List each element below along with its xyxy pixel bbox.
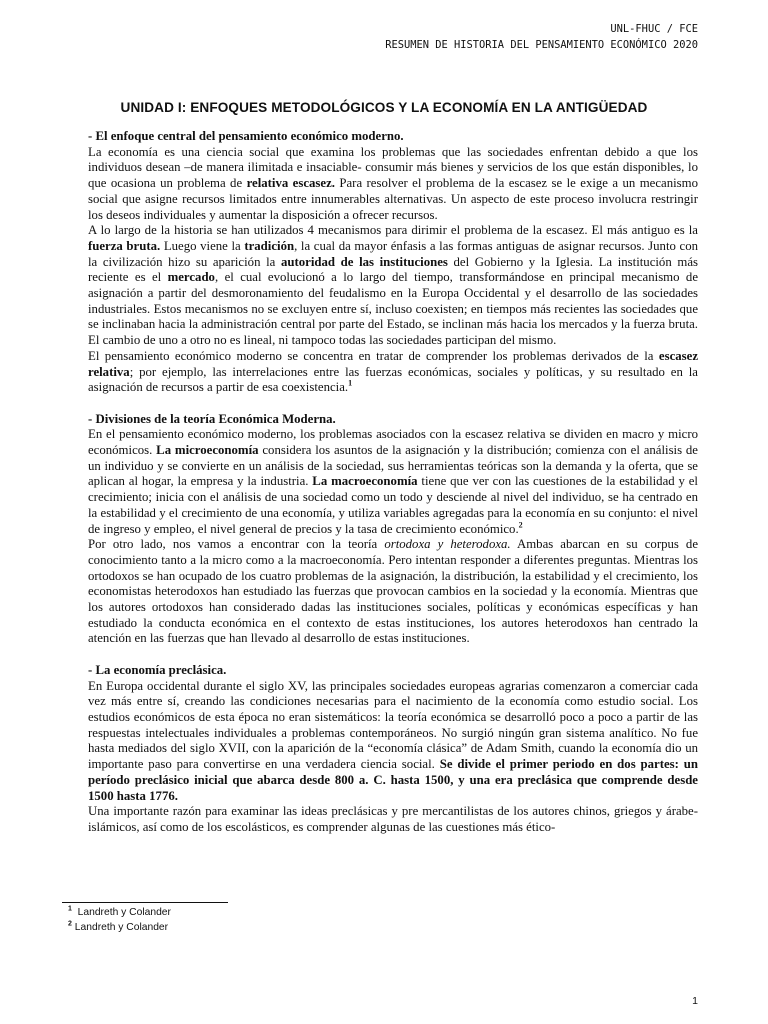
paragraph <box>88 145 698 224</box>
bold-term: tradición <box>244 238 295 253</box>
section-heading-preclasica: - La economía preclásica. <box>88 662 227 677</box>
text-run: Para resolver el problema de la escasez se le exige a un mecanismo social que asigne recursos limitados entre innumerables alternativas. Un aspecto de este proceso involucra restringir los deseos individuales y aumentar la disposición a ofrecer recursos. <box>88 176 698 222</box>
text-run: , el cual evolucionó a lo largo del tiempo, transformándose en principal mecanismo de asignación a partir del desmoronamiento del feudalismo en la Europa Occidental y el desarrollo de las sociedades industriales. Estos mecanismos no se excluyen entre sí, incluso coexisten; en tiempos más recientes las sociedades que se inclinaban hacia la administración central por parte del Estado, se inclinan más hacia los mercados y la fuerza bruta. El cambio de uno a otro no es lineal, ni tampoco todas las sociedades participan del mismo. <box>88 270 698 348</box>
bold-term: escasez relativa <box>88 348 698 379</box>
bold-term: fuerza bruta. <box>88 238 161 253</box>
footnote-text: Landreth y Colander <box>77 907 171 918</box>
text-run: En Europa occidental durante el siglo XV, las principales sociedades europeas agrarias comenzaron a comerciar cada vez más entre sí, creando las condiciones necesarias para el nacimiento de la economía como estudio social. Los estudios económicos de esta época no eran sistemáticos: la teoría económica se desarrolló poco a poco a partir de las respuestas intelectuales individuales a problemas contemporáneos. No surgió ningún gran sistema analítico. No fue hasta mediados del siglo XVII, con la aparición de la “economía clásica” de Adam Smith, cuando la economía dio un importante paso para convertirse en una verdadera ciencia social. <box>88 678 698 772</box>
text-run: A lo largo de la historia se han utilizados 4 mecanismos para dirimir el problema de la escasez. El más antiguo es la <box>88 223 698 238</box>
bold-term: La microeconomía <box>156 443 259 458</box>
section-heading-enfoque: - El enfoque central del pensamiento económico moderno. <box>88 129 404 143</box>
footnote-item <box>68 921 171 936</box>
paragraph <box>88 427 698 537</box>
paragraph <box>88 349 698 396</box>
footnote-item <box>68 906 171 921</box>
footnote-ref[interactable]: 2 <box>518 520 523 530</box>
footnote-separator <box>62 902 228 903</box>
text-run: El pensamiento económico moderno se concentra en tratar de comprender los problemas derivados de la <box>88 348 659 363</box>
bold-term: relativa escasez. <box>246 176 335 191</box>
document-header <box>385 21 698 53</box>
text-run: En el pensamiento económico moderno, los problemas asociados con la escasez relativa se dividen en macro y micro económicos. <box>88 427 698 458</box>
header-line-2: RESUMEN DE HISTORIA DEL PENSAMIENTO ECONÓMICO 2020 <box>385 39 698 51</box>
text-run: La economía es una ciencia social que examina los problemas que las sociedades enfrentan debido a que los individuos desean –de manera ilimitada e insaciable- consumir más bienes y servicios de los que están disponibles, lo que ocasiona un problema de <box>88 144 698 191</box>
bold-term: Se divide el primer periodo en dos partes: un período preclásico inicial que abarca desde 800 a. C. hasta 1500, y una era preclásica que comprende desde 1500 hasta 1776. <box>88 757 698 803</box>
text-run: ; por ejemplo, las interrelaciones entre las fuerzas económicas, sociales y políticas, y su resultado en la asignación de recursos a partir de esa coexistencia. <box>88 364 698 395</box>
header-line-1: UNL-FHUC / FCE <box>610 23 698 35</box>
footnote-number: 1 <box>68 905 72 913</box>
footnote-text: Landreth y Colander <box>74 921 169 933</box>
footnote-number: 2 <box>68 920 72 928</box>
paragraph: Una importante razón para examinar las ideas preclásicas y pre mercantilistas de los autores chinos, griegos y árabe-islámicos, así como de los escolásticos, es comprender algunas de las cuestiones más ético- <box>88 804 698 834</box>
section-heading-divisiones: - Divisiones de la teoría Económica Moderna. <box>88 411 336 426</box>
text-run: tiene que ver con las cuestiones de la estabilidad y el crecimiento; inicia con el análisis de una sociedad como un todo y desciende al nivel del individuo, se ha centrado en la estabilidad y el crecimiento de una economía, y utiliza variables agregadas para la economía en su conjunto: el nivel de ingreso y empleo, el nivel general de precios y la tasa de crecimiento económico. <box>88 474 698 536</box>
text-run: considera los asuntos de la asignación y la distribución; comienza con el análisis de un individuo y se convierte en un análisis de la sociedad, sus herramientas teóricas son la demanda y la oferta, que se aplican al hogar, la empresa y la industria. <box>88 443 698 489</box>
text-run: Ambas abarcan en su corpus de conocimiento tanto a la micro como a la macroeconomía. Pero intentan responder a diferentes preguntas. Mientras los ortodoxos se han ocupado de los cuatro problemas de la asignación, la distribución, la estabilidad y el crecimiento, los economistas heterodoxos han estudiado las fuerzas que provocan cambios en la sociedad y la economía. Mientras que los autores ortodoxos han considerado dadas las instituciones sociales, políticas y económicas específicas y han estudiado la conducta económica en el contexto de estas instituciones, los autores heterodoxos han centrado la atención en las fuerzas que han llevado al desarrollo de estas instituciones. <box>88 537 698 646</box>
paragraph <box>88 223 698 349</box>
page-number: 1 <box>692 995 698 1007</box>
text-run: Por otro lado, nos vamos a encontrar con la teoría <box>88 537 385 552</box>
unit-title: UNIDAD I: ENFOQUES METODOLÓGICOS Y LA ECONOMÍA EN LA ANTIGÜEDAD <box>120 100 648 115</box>
bold-term: La macroeconomía <box>312 474 418 489</box>
text-run: del Gobierno y la Iglesia. La institución más reciente es el <box>88 254 698 285</box>
text-run: , la cual da mayor énfasis a las formas antiguas de asignar recursos. Junto con la civilización hizo su aparición la <box>88 238 699 269</box>
bold-term: autoridad de las instituciones <box>280 254 448 269</box>
bold-term: mercado <box>167 270 215 285</box>
paragraph <box>88 679 698 805</box>
document-body <box>88 129 698 836</box>
paragraph <box>88 537 698 647</box>
text-run: Luego viene la <box>160 238 245 253</box>
footnotes <box>68 906 171 935</box>
footnote-ref[interactable]: 1 <box>348 378 353 388</box>
italic-term: ortodoxa y heterodoxa. <box>384 537 511 552</box>
